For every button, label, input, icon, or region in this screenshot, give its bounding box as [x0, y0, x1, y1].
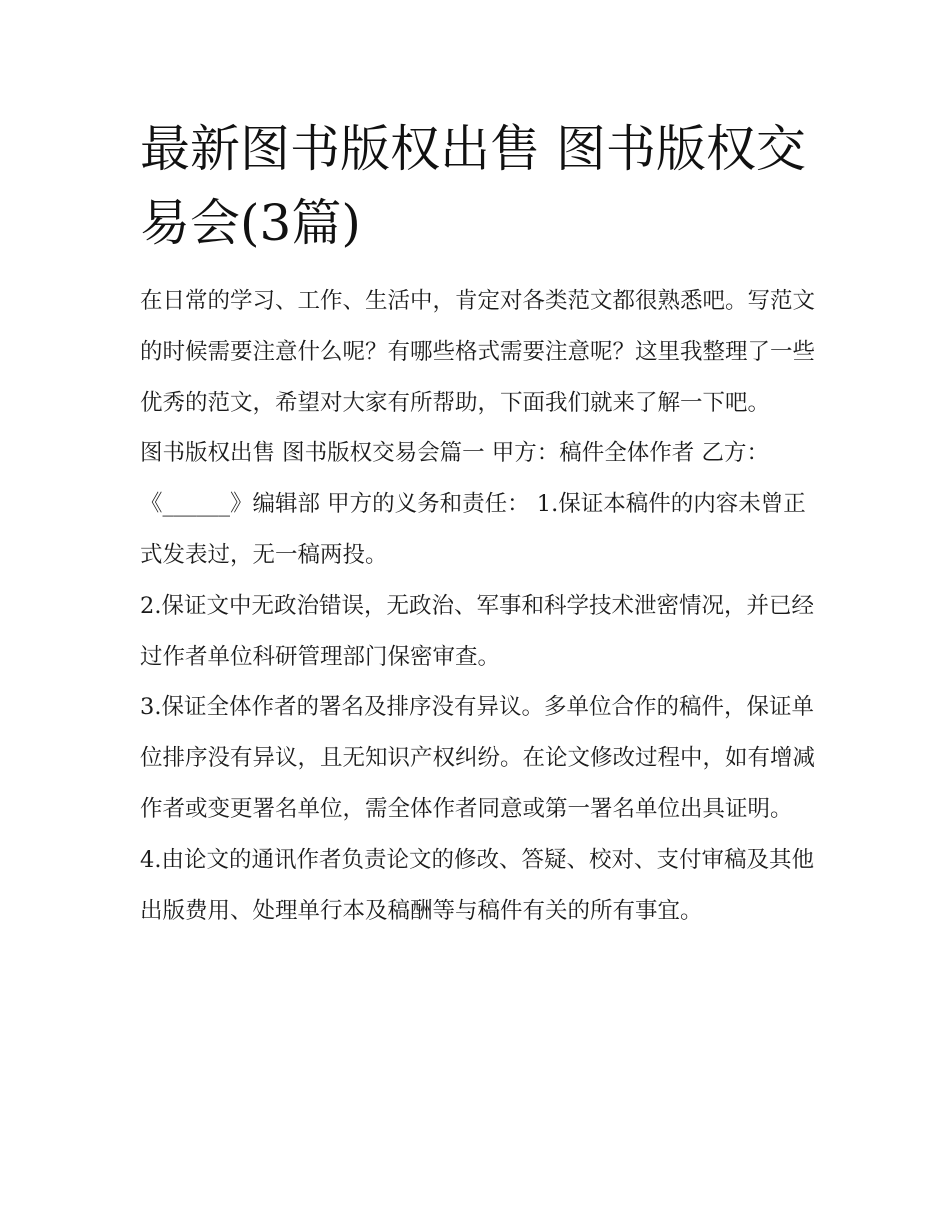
clause-2-paragraph: 2.保证文中无政治错误，无政治、军事和科学技术泄密情况，并已经过作者单位科研管理部门保密审查。 — [140, 592, 814, 670]
document-body — [140, 276, 816, 936]
intro-paragraph: 在日常的学习、工作、生活中，肯定对各类范文都很熟悉吧。写范文的时候需要注意什么呢？有哪些格式需要注意呢？这里我整理了一些优秀的范文，希望对大家有所帮助，下面我们就来了解一下吧。 — [140, 288, 816, 416]
clause-3-paragraph: 3.保证全体作者的署名及排序没有异议。多单位合作的稿件，保证单位排序没有异议，且无知识产权纠纷。在论文修改过程中，如有增减作者或变更署名单位，需全体作者同意或第一署名单位出具证明。 — [140, 694, 816, 822]
document-title: 最新图书版权出售 图书版权交易会(3篇) — [140, 120, 806, 252]
section-one-paragraph: 图书版权出售 图书版权交易会篇一 甲方：稿件全体作者 乙方：《______》编辑部 甲方的义务和责任： 1.保证本稿件的内容未曾正式发表过，无一稿两投。 — [140, 440, 806, 568]
clause-4-paragraph: 4.由论文的通讯作者负责论文的修改、答疑、校对、支付审稿及其他出版费用、处理单行本及稿酬等与稿件有关的所有事宜。 — [140, 846, 814, 924]
